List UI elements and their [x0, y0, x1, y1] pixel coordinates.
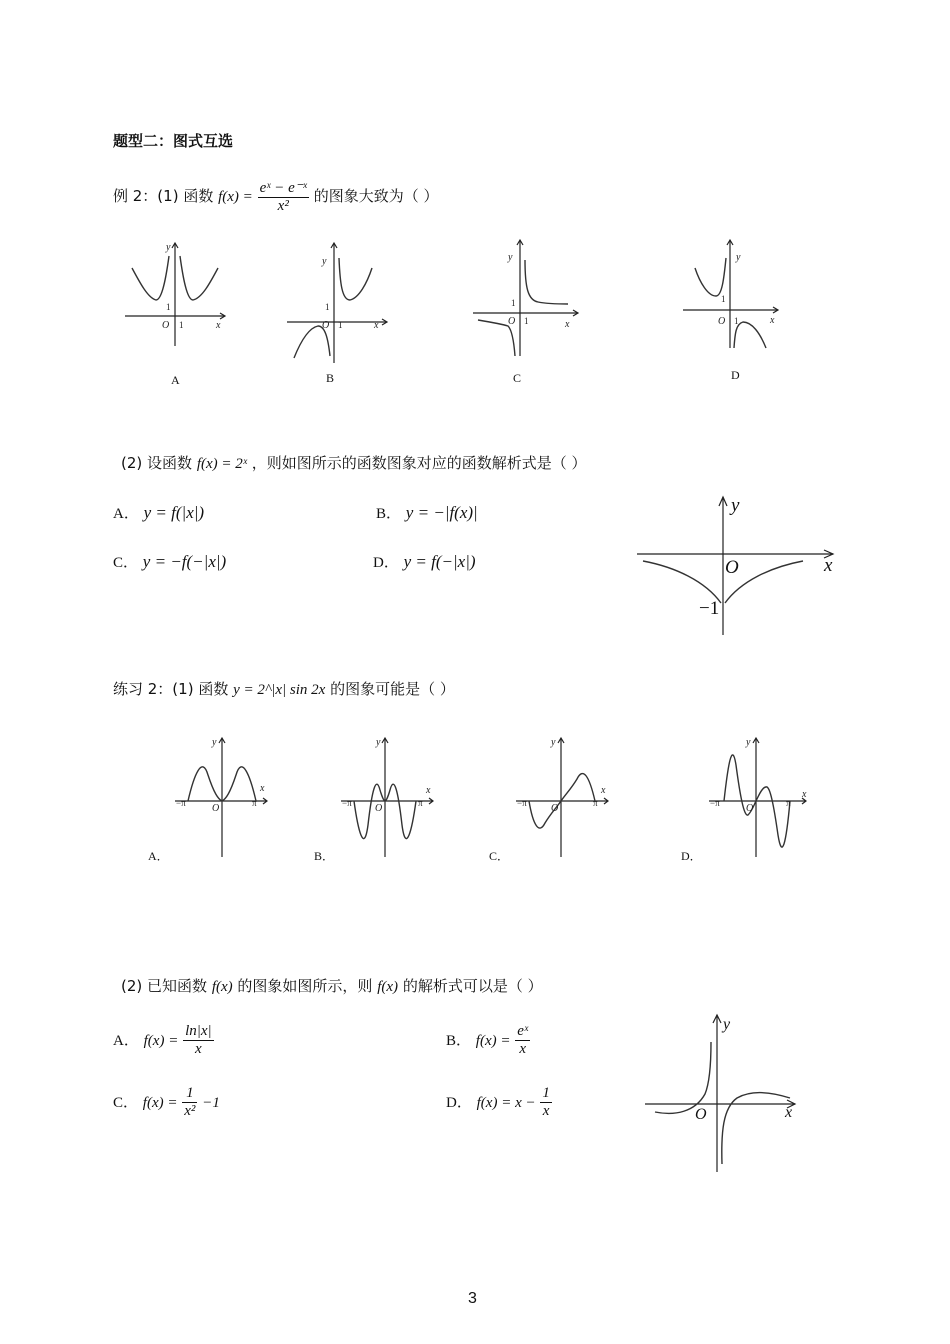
graph-label-d: D [731, 368, 740, 382]
example-2-1-question [113, 178, 438, 215]
option-expression: y = f(−|x|) [403, 552, 476, 571]
option-letter: D． [373, 555, 399, 571]
practice-graph-c [513, 735, 613, 860]
svg-text:y: y [736, 252, 741, 263]
fraction [182, 1085, 197, 1120]
svg-text:O: O [162, 320, 170, 331]
svg-text:−π: −π [176, 798, 186, 808]
fraction-denominator: x² [184, 1103, 196, 1119]
function-graph-practice-2-2 [635, 1012, 805, 1177]
fraction [540, 1085, 552, 1120]
svg-text:y: y [508, 252, 513, 263]
option-c[interactable] [113, 1085, 220, 1120]
svg-text:−π: −π [710, 798, 720, 808]
svg-text:x: x [770, 315, 775, 326]
graph-label-b: B [326, 371, 335, 385]
function-graph-ex2-2 [635, 495, 845, 640]
graph-label-a: A [171, 373, 180, 387]
option-lhs: f(x) = [142, 1095, 178, 1111]
question-prefix: 练习 2：(1) 函数 [113, 680, 229, 698]
fraction-numerator: eˣ [517, 1023, 529, 1039]
question-suffix: 的图象大致为（ ） [313, 187, 439, 205]
practice-label-a: A． [148, 849, 169, 863]
fraction-denominator: x [542, 1103, 550, 1119]
question-suffix: 的解析式可以是（ ） [402, 977, 543, 995]
svg-text:1: 1 [325, 302, 330, 312]
svg-text:1: 1 [734, 316, 739, 326]
function-definition: y = 2^|x| sin 2x [233, 682, 326, 698]
question-prefix: (2) 已知函数 [121, 977, 208, 995]
origin-label: O [725, 557, 739, 578]
example-2-2-question [121, 452, 587, 473]
fraction-denominator: x [519, 1041, 527, 1057]
fraction-denominator: x² [277, 198, 289, 214]
practice-graph-d [706, 735, 811, 860]
option-d[interactable] [446, 1085, 552, 1120]
option-expression: y = −f(−|x|) [142, 552, 227, 571]
graph-option-d [680, 238, 785, 388]
svg-text:x: x [260, 783, 265, 794]
svg-text:O: O [375, 803, 383, 814]
option-letter: B． [376, 506, 402, 522]
practice-2-1-question [113, 678, 455, 699]
question-prefix: (2) 设函数 [121, 454, 193, 472]
svg-text:O: O [322, 320, 330, 331]
function-definition: f(x) = 2ˣ [196, 456, 247, 472]
svg-text:y: y [551, 737, 556, 748]
fraction-denominator: x [195, 1041, 202, 1057]
fraction [258, 178, 309, 215]
graph-option-c [470, 238, 585, 388]
function-name: f(x) = [218, 189, 253, 205]
svg-text:x: x [802, 789, 807, 800]
graph-option-b [282, 238, 392, 388]
option-d[interactable] [373, 551, 476, 572]
fraction-numerator: 1 [542, 1085, 550, 1101]
fraction-numerator: eˣ − e⁻ˣ [259, 180, 307, 196]
svg-text:π: π [418, 798, 423, 808]
option-b[interactable] [376, 502, 478, 523]
option-letter: D． [446, 1095, 472, 1111]
x-axis-label: x [824, 555, 833, 576]
svg-text:1: 1 [179, 320, 184, 330]
svg-text:y: y [376, 737, 381, 748]
option-letter: A． [113, 506, 139, 522]
option-lhs: f(x) = [143, 1033, 179, 1049]
svg-text:π: π [252, 798, 257, 808]
graph-label-c: C [513, 371, 522, 385]
question-prefix: 例 2：(1) 函数 [113, 187, 214, 205]
svg-text:x: x [565, 319, 570, 330]
option-c[interactable] [113, 551, 226, 572]
svg-text:O: O [718, 316, 726, 327]
svg-text:π: π [593, 798, 598, 808]
option-a[interactable] [113, 1023, 214, 1058]
svg-text:O: O [508, 316, 516, 327]
origin-label: O [695, 1106, 707, 1123]
option-b[interactable] [446, 1023, 530, 1058]
question-suffix: ，则如图所示的函数图象对应的函数解析式是（ ） [251, 454, 587, 472]
option-lhs: f(x) = [475, 1033, 511, 1049]
svg-text:−π: −π [342, 798, 352, 808]
option-tail: −1 [202, 1095, 220, 1111]
option-expression: y = f(|x|) [143, 503, 205, 522]
function-name: f(x) [211, 979, 233, 995]
practice-graph-a [172, 735, 272, 860]
section-title: 题型二：图式互选 [113, 132, 234, 150]
fraction-numerator: ln|x| [185, 1023, 212, 1039]
function-name-2: f(x) [377, 979, 399, 995]
page-number: 3 [468, 1290, 477, 1307]
y-axis-label: y [723, 1016, 731, 1033]
fraction-numerator: 1 [182, 1085, 197, 1103]
question-suffix: 的图象可能是（ ） [330, 680, 455, 698]
option-letter: C． [113, 555, 139, 571]
option-a[interactable] [113, 502, 204, 523]
svg-text:1: 1 [721, 294, 726, 304]
tick-label: −1 [699, 598, 720, 619]
option-expression: y = −|f(x)| [405, 503, 478, 522]
svg-text:−π: −π [517, 798, 527, 808]
option-letter: A． [113, 1033, 139, 1049]
svg-text:y: y [166, 242, 171, 253]
practice-graph-b [338, 735, 438, 860]
svg-text:π: π [786, 798, 791, 808]
y-axis-label: y [731, 495, 740, 516]
option-letter: C． [113, 1095, 139, 1111]
svg-text:1: 1 [338, 320, 343, 330]
fraction [183, 1023, 214, 1058]
practice-label-d: D． [681, 849, 702, 863]
practice-2-2-question [121, 975, 543, 996]
svg-text:O: O [212, 803, 220, 814]
svg-text:x: x [601, 785, 606, 796]
svg-text:x: x [374, 320, 379, 331]
option-lhs: f(x) = x − [476, 1095, 536, 1111]
practice-label-c: C． [489, 849, 510, 863]
svg-text:y: y [322, 256, 327, 267]
svg-text:1: 1 [166, 302, 171, 312]
svg-text:1: 1 [511, 298, 516, 308]
svg-text:x: x [426, 785, 431, 796]
svg-text:1: 1 [524, 316, 529, 326]
question-middle: 的图象如图所示，则 [237, 977, 373, 995]
fraction [515, 1023, 530, 1058]
svg-text:O: O [746, 803, 754, 814]
svg-text:O: O [551, 803, 559, 814]
practice-label-b: B． [314, 849, 335, 863]
svg-text:x: x [216, 320, 221, 331]
graph-option-a [120, 238, 230, 388]
svg-text:y: y [212, 737, 217, 748]
svg-text:y: y [746, 737, 751, 748]
option-letter: B． [446, 1033, 472, 1049]
x-axis-label: x [785, 1104, 793, 1121]
